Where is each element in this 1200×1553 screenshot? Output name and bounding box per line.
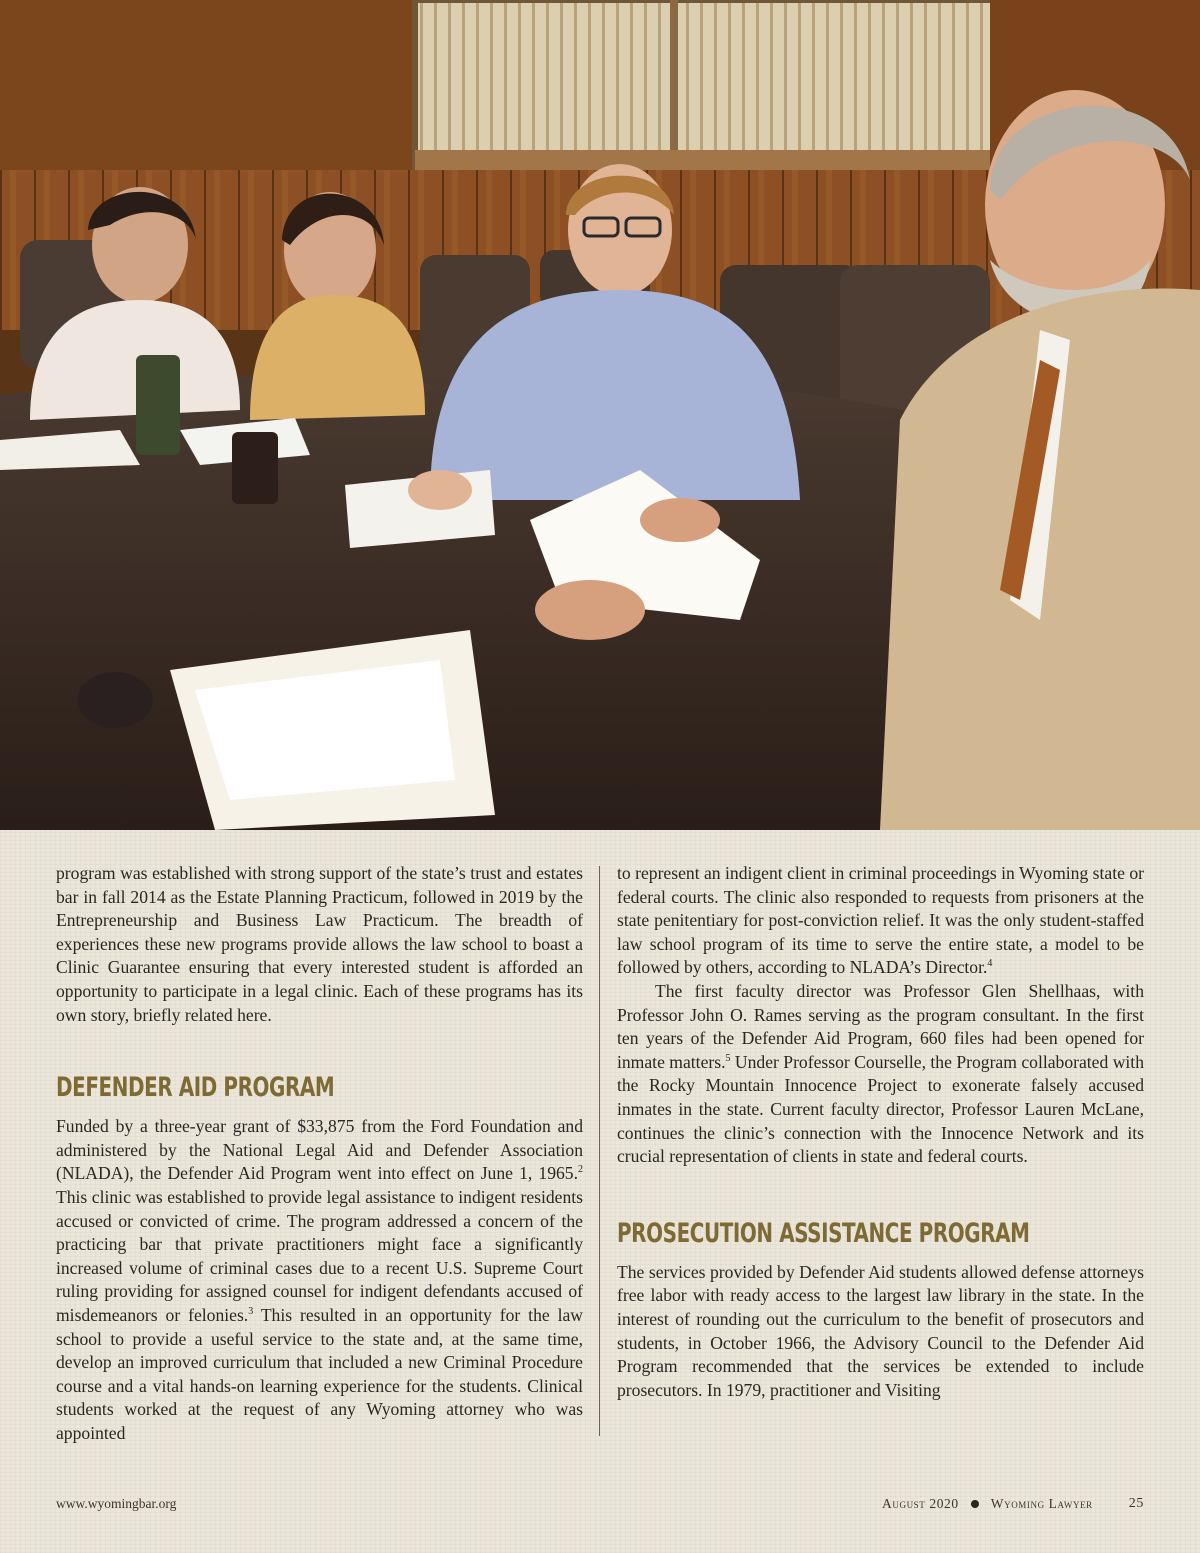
page-number: 25 <box>1128 1496 1144 1511</box>
defender-aid-continued <box>617 862 1144 980</box>
page-footer <box>56 1496 1144 1516</box>
website-link[interactable]: www.wyomingbar.org <box>56 1496 177 1511</box>
heading-prosecution-assistance-program: PROSECUTION ASSISTANCE PROGRAM <box>617 1217 1030 1249</box>
continued-text: to represent an indigent client in criminal proceedings in Wyoming state or federal courts. The clinic also responded to requests from prisoners at the state penitentiary for post-conviction relief. It was the only student-staffed law school program of its time to serve the entire state, a model to be followed by others, according to NLADA’s Director. <box>617 863 1144 978</box>
defender-aid-text-1: Funded by a three-year grant of $33,875 from the Ford Foundation and administered by the National Legal Aid and Defender Association (NLADA), the Defender Aid Program went into effect on June 1, 1965. <box>56 1116 583 1184</box>
intro-paragraph: program was established with strong support of the state’s trust and estates bar in fall 2014 as the Estate Planning Practicum, followed in 2019 by the Entrepreneurship and Business Law Practicum. The breadth of experiences these new programs provide allows the law school to boast a Clinic Guarantee ensuring that every interested student is afforded an opportunity to participate in a legal clinic. Each of these programs has its own story, briefly related here. <box>56 863 583 1025</box>
defender-aid-text-3: This resulted in an opportunity for the law school to provide a useful service to the state and, at the same time, develop an improved curriculum that included a new Criminal Procedure course and a vital hands-on learning experience for the students. Clinical students worked at the request of any Wyoming attorney who was appointed <box>56 1304 583 1443</box>
footnote-5: 5 <box>725 1052 731 1064</box>
faculty-director-paragraph <box>617 980 1144 1169</box>
issue-date: August 2020 <box>882 1496 959 1511</box>
publication-name: Wyoming Lawyer <box>990 1496 1093 1511</box>
footer-issue-info <box>882 1496 1144 1512</box>
footnote-2: 2 <box>578 1164 583 1176</box>
right-column <box>617 862 1144 1402</box>
column-divider <box>599 866 600 1436</box>
faculty-text-1: The first faculty director was Professor Glen Shellhaas, with Professor John O. Rames serving as the program consultant. In the first ten years of the Defender Aid Program, 660 files had been opened for inmate matters. <box>617 980 1144 1072</box>
footnote-3: 3 <box>248 1306 254 1318</box>
defender-aid-text-2: This clinic was established to provide legal assistance to indigent residents accused or convicted of crime. The program addressed a concern of the practicing bar that private practitioners might face a significantly increased volume of criminal cases due to a recent U.S. Supreme Court ruling providing for assigned counsel for indigent defendants accused of misdemeanors or felonies. <box>56 1186 583 1325</box>
left-column <box>56 862 583 1445</box>
prosecution-paragraph: The services provided by Defender Aid students allowed defense attorneys free labor with ready access to the largest law library in the state. In the interest of rounding out the curriculum to the benefit of prosecutors and students, in October 1966, the Advisory Council to the Defender Aid Program recommended that the services be extended to include prosecutors. In 1979, practitioner and Visiting <box>617 1261 1144 1400</box>
footnote-4: 4 <box>987 958 993 970</box>
faculty-text-2: Under Professor Courselle, the Program collaborated with the Rocky Mountain Innocence Project to exonerate falsely accused inmates in the state. Current faculty director, Professor Lauren McLane, continues the clinic’s connection with the Innocence Network and its crucial representation of clients in state and federal courts. <box>617 1051 1144 1167</box>
bullet-icon <box>971 1500 979 1508</box>
defender-aid-paragraph <box>56 1115 583 1445</box>
heading-defender-aid-program: DEFENDER AID PROGRAM <box>56 1072 335 1104</box>
